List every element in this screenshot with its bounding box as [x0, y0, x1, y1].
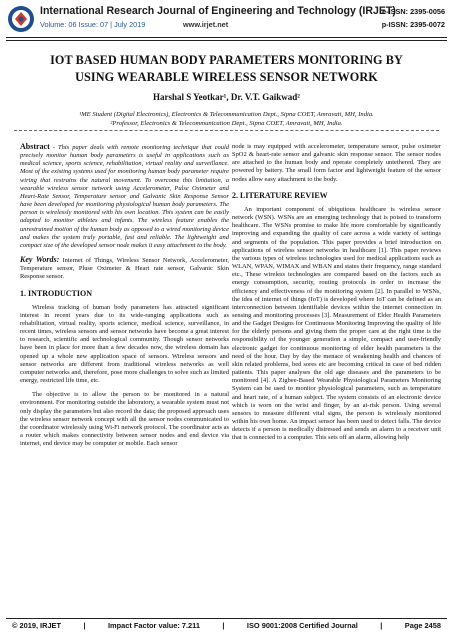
eissn: e-ISSN: 2395-0056: [382, 7, 445, 16]
journal-header: [0, 0, 453, 40]
section-heading-literature-review: 2. LITERATURE REVIEW: [232, 190, 328, 200]
affiliation-2: ²Professor, Electronics & Telecommunication Dept., Sipna COET, Amravati, MH, India.: [110, 120, 343, 127]
paper-authors: Harshal S Yeotkar¹, Dr. V.T. Gaikwad²: [152, 92, 300, 102]
header-rule: [6, 37, 447, 38]
footer-sep-3: |: [380, 621, 383, 630]
separator-line: [14, 130, 439, 135]
literature-paragraph-1: An important component of ubiquitous healthcare is wireless sensor network (WSN). WSNs are an emerging technology that is poised to transform healthcare. The WSNs promise to make life more comfortable by significantly improving and expanding the quality of care across a wide variety of settings and segments of the population. This paper provides a brief introduction on applications of wireless sensor networks in healthcare [1]. This paper reviews the various types of wireless technologies used for medical applications such as WLAN, WPAN, WIMAX and WBAN and states their frequency, range standard etc., These wireless technologies are compared based on the factors such as energy consumption, security, routing protocols in order to increase the efficiency and effectiveness of the monitoring system [2]. In parallel to WSNs, the idea of internet of things (IoT) is developed where IoT can be defined as an interconnection between identifiable devices within the internet connection in sensing and monitoring processes [3]. Measurement of Elder Health Parameters and the Gadget Designs for Continuous Monitoring Improving the quality of life for the elderly persons and giving them the proper care at the right time is the responsibility of the younger generation a simple, compact and user-friendly electronic gadget for continuous monitoring of elder health parameters is the need of the hour. Day by day the menace of weakening health and chances of skin related problems, bed sores etc are becoming critical in case of bed ridden patients. This paper analyses the old age diseases and the parameters to be monitored [4]. A Zigbee-Based Wearable Physiological Parameters Monitoring System can be used to monitor physiological parameters, such as temperature and heart rate, of a human subject. The system consists of an electronic device which is worn on the wrist and finger, by an at-risk person. Using several sensors to measure different vital signs, the person is wirelessly monitored within his own home. An impact sensor has been used to detect falls. The device detects if a person is medically distressed and sends an alarm to a receiver unit that is connected to a computer. This sets off an alarm, allowing help: [232, 205, 441, 442]
intro-paragraph-continued: node is may equipped with accelerometer, temperature sensor, pulse oximeter SpO2 & heart-rate sensor and galvanic skin response sensor. The sensor nodes are attached to the human body and operate completely untethered. They are powered by battery. The small form factor and lightweight feature of the sensor nodes allow easy attachment to the body.: [232, 143, 441, 183]
journal-title: International Research Journal of Engineering and Technology (IRJET): [40, 5, 396, 17]
irjet-logo-icon: [6, 4, 36, 34]
paper-title: IOT BASED HUMAN BODY PARAMETERS MONITORING BY USING WEARABLE WIRELESS SENSOR NETWORK: [50, 53, 403, 84]
left-column: [20, 143, 229, 454]
journal-volume-line: [40, 20, 229, 29]
affiliations: [10, 110, 443, 128]
abstract-label: Abstract: [20, 142, 50, 151]
footer-sep-2: |: [222, 621, 225, 630]
section-heading-introduction: 1. INTRODUCTION: [20, 288, 93, 298]
keywords-label: Key Words:: [20, 255, 60, 265]
header-rule-thin: [6, 40, 447, 41]
right-column: [232, 143, 441, 448]
footer-impact-factor: Impact Factor value: 7.211: [107, 621, 200, 630]
abstract: [20, 143, 229, 250]
page-footer: [6, 621, 447, 630]
footer-rule: [6, 618, 447, 619]
keywords-text: Internet of Things, Wireless Sensor Network, Accelerometer, Temperature sensor, Pluse Oximeter & Heart rate sensor, Galvanic Skin Response sensor.: [20, 257, 229, 281]
intro-paragraph-1: Wireless tracking of human body parameters has attracted significant interest in recent years due to its wide-ranging applications such as rehabilitation, virtual reality, sports science, medical science, surveillance, in recent times, wireless sensors and sensor networks have become a great interest to research, scientific and technological community. Though sensor networks have been in place for more than a few decades now, the wireless domain has opened up a whole new application space of sensors. Wireless sensors and sensor networks are different from traditional wireless networks as well computer networks and, therefore, pose more challenges to solve such as limited energy, restricted life time, etc.: [20, 303, 229, 385]
footer-page-number: Page 2458: [404, 621, 441, 630]
intro-paragraph-2: The objective is to allow the person to be monitored in a natural environment. For monitoring outside the laboratory, a wearable system must not only display the parameters but also record the data; the proposed approach uses the wireless sensor network concept with all the sensor nodes communicated to the coordinator wirelessly using Wi-Fi network protocol. The coordinator acts as a router which makes connectivity between sensor nodes and end device via internet, end device may be computer or mobile. Each sensor: [20, 391, 229, 448]
volume-issue: Volume: 06 Issue: 07 | July 2019: [40, 20, 146, 29]
pissn: p-ISSN: 2395-0072: [381, 20, 445, 29]
keywords: [20, 256, 229, 281]
journal-website-link[interactable]: www.irjet.net: [183, 20, 229, 29]
footer-copyright: © 2019, IRJET: [12, 621, 61, 630]
abstract-text: - This paper deals with remote monitoring technique that could precisely monitor human body parameters is useful in applications such as medical science, sports science, rehabilitation, virtual reality and surveillance. Most of the existing systems used for monitoring human body parameter require wiring that restrains the natural movement. To overcome this limitation, a wearable wireless sensor network using Accelerometer, Pulse Oximeter and Heart-Rate Sensor, Temperature sensor and Galvanic Skin Response Sensor have been developed for monitoring physiological human body parameters. The person is wirelessly monitored with his own location. This system can be easily adapted to monitor athletes and infants. The wireless feature enables the unrestrained motion of the human body as opposed to a wired monitoring device and makes the system truly portable, fast and reliable. The lightweight and compact size of the developed sensor node makes it easy attachment to the body.: [20, 144, 229, 249]
footer-sep-1: |: [83, 621, 86, 630]
issn-block: [382, 5, 445, 31]
affiliation-1: ¹ME Student (Digital Electronics), Electronics & Telecommunication Dept., Sipna COET, Amravati, MH, India.: [79, 111, 374, 118]
footer-iso: ISO 9001:2008 Certified Journal: [246, 621, 358, 630]
